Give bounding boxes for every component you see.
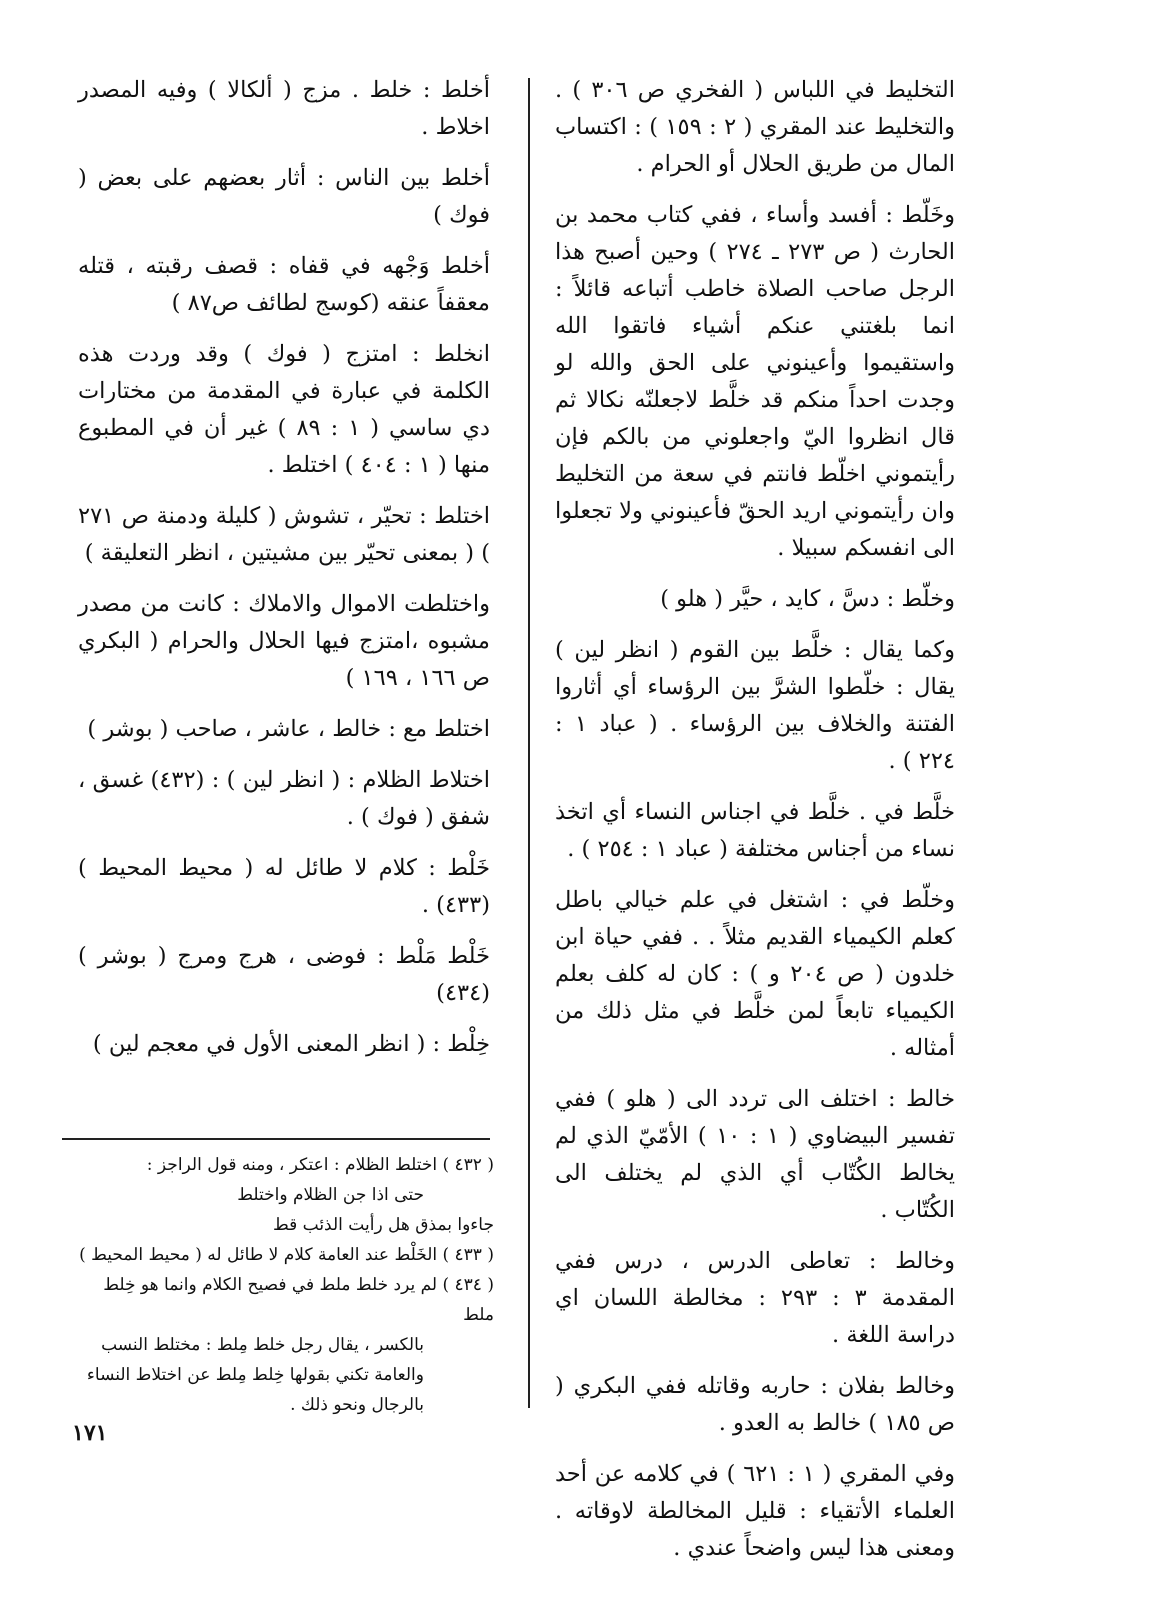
column-divider	[528, 78, 530, 1408]
entry-paragraph: أخلط وَجْهه في قفاه : قصف رقبته ، قتله معقفاً عنقه (كوسج لطائف ص٨٧ )	[78, 253, 490, 316]
entry-paragraph: التخليط في اللباس ( الفخري ص ٣٠٦ ) . والتخليط عند المقري ( ٢ : ١٥٩ ) : اكتساب المال من طريق الحلال أو الحرام .	[555, 77, 955, 177]
footnotes	[74, 1150, 494, 1420]
entry-paragraph: اختلط : تحيّر ، تشوش ( كليلة ودمنة ص ٢٧١ ) ( بمعنى تحيّر بين مشيتين ، انظر التعليقة )	[78, 503, 490, 566]
footnote-434-cont	[74, 1360, 494, 1390]
entry-paragraph: أخلط بين الناس : أثار بعضهم على بعض ( فوك )	[78, 165, 490, 228]
footnote-432: ( ٤٣٢ ) اختلط الظلام : اعتكر ، ومنه قول الراجز :	[146, 1155, 494, 1175]
entry-paragraph: وكما يقال : خلَّط بين القوم ( انظر لين ) يقال : خلّطوا الشرَّ بين الرؤساء أي أثاروا الفتنة والخلاف بين الرؤساء . ( عباد ١ : ٢٢٤ ) .	[555, 637, 955, 774]
entry-paragraph: خالط : اختلف الى تردد الى ( هلو ) ففي تفسير البيضاوي ( ١ : ١٠ ) الأمّيّ الذي لم يخالط الكُتّاب أي الذي لم يختلف الى الكُتّاب .	[555, 1086, 955, 1223]
right-text-column	[555, 72, 955, 1581]
footnote-434-cont	[74, 1330, 494, 1360]
entry-paragraph: خلَّط في . خلَّط في اجناس النساء أي اتخذ نساء من أجناس مختلفة ( عباد ١ : ٢٥٤ ) .	[555, 799, 955, 862]
entry-paragraph: وخلّط في : اشتغل في علم خيالي باطل كعلم الكيمياء القديم مثلاً . . ففي حياة ابن خلدون ( ص ٢٠٤ و ) : كان له كلف بعلم الكيمياء تابعاً لمن خلَّط في مثل ذلك من أمثاله .	[555, 887, 955, 1061]
footnote-432-verse: جاءوا بمذق هل رأيت الذئب قط	[272, 1215, 494, 1235]
entry-paragraph: وفي المقري ( ١ : ٦٢١ ) في كلامه عن أحد العلماء الأتقياء : قليل المخالطة لاوقاته . ومعنى هذا ليس واضحاً عندي .	[555, 1461, 955, 1561]
entry-paragraph: وخلّط : دسَّ ، كايد ، حيَّر ( هلو )	[660, 586, 955, 612]
page-number: ١٧١	[72, 1420, 108, 1446]
entry-paragraph: وخالط بفلان : حاربه وقاتله ففي البكري ( ص ١٨٥ ) خالط به العدو .	[555, 1373, 955, 1436]
entry-paragraph: أخلط : خلط . مزج ( ألكالا ) وفيه المصدر اخلاط .	[78, 77, 490, 140]
footnote-432-verse	[74, 1180, 494, 1210]
footnote-line: بالكسر ، يقال رجل خلط مِلط : مختلط النسب	[101, 1335, 424, 1355]
footnote-separator	[62, 1138, 490, 1140]
footnote-line: بالرجال ونحو ذلك .	[290, 1395, 424, 1415]
entry-paragraph: خَلْط : كلام لا طائل له ( محيط المحيط ) (٤٣٣) .	[78, 855, 490, 918]
left-text-column	[78, 72, 490, 1077]
entry-paragraph: واختلطت الاموال والاملاك : كانت من مصدر مشبوه ،امتزج فيها الحلال والحرام ( البكري ص ١٦٦ ، ١٦٩ )	[78, 591, 490, 691]
entry-paragraph: انخلط : امتزج ( فوك ) وقد وردت هذه الكلمة في عبارة في المقدمة من مختارات دي ساسي ( ١ : ٨٩ ) غير أن في المطبوع منها ( ١ : ٤٠٤ ) اختلط .	[78, 341, 490, 478]
entry-paragraph: وخالط : تعاطى الدرس ، درس ففي المقدمة ٣ : ٢٩٣ : مخالطة اللسان اي دراسة اللغة .	[555, 1248, 956, 1348]
verse-line: حتى اذا جن الظلام واختلط	[237, 1185, 424, 1205]
footnote-434-cont	[74, 1390, 494, 1420]
entry-paragraph: اختلاط الظلام : ( انظر لين ) : (٤٣٢) غسق ، شفق ( فوك ) .	[78, 767, 490, 830]
entry-paragraph: خَلْط مَلْط : فوضى ، هرج ومرج ( بوشر ) (٤٣٤)	[78, 943, 490, 1006]
entry-paragraph: وخَلّط : أفسد وأساء ، ففي كتاب محمد بن الحارث ( ص ٢٧٣ ـ ٢٧٤ ) وحين أصبح هذا الرجل صاحب الصلاة خاطب أتباعه قائلاً : انما بلغتني عنكم أشياء فاتقوا الله واستقيموا وأعينوني على الحق والله لو وجدت احداً منكم قد خلَّط لاجعلنّه نكالا ثم قال انظروا اليّ واجعلوني من بالكم فإن رأيتموني اخلّط فانتم في سعة من التخليط وان رأيتموني اريد الحقّ فأعينوني ولا تجعلوا الى انفسكم سبيلا .	[555, 202, 955, 561]
footnote-434: ( ٤٣٤ ) لم يرد خلط ملط في فصيح الكلام وانما هو خِلط ملط	[103, 1275, 494, 1325]
footnote-433: ( ٤٣٣ ) الخَلْط عند العامة كلام لا طائل له ( محيط المحيط )	[79, 1245, 494, 1265]
entry-paragraph: خِلْط : ( انظر المعنى الأول في معجم لين )	[92, 1031, 490, 1057]
footnote-line: والعامة تكني بقولها خِلط مِلط عن اختلاط النساء	[86, 1365, 424, 1385]
entry-paragraph: اختلط مع : خالط ، عاشر ، صاحب ( بوشر )	[87, 716, 490, 742]
